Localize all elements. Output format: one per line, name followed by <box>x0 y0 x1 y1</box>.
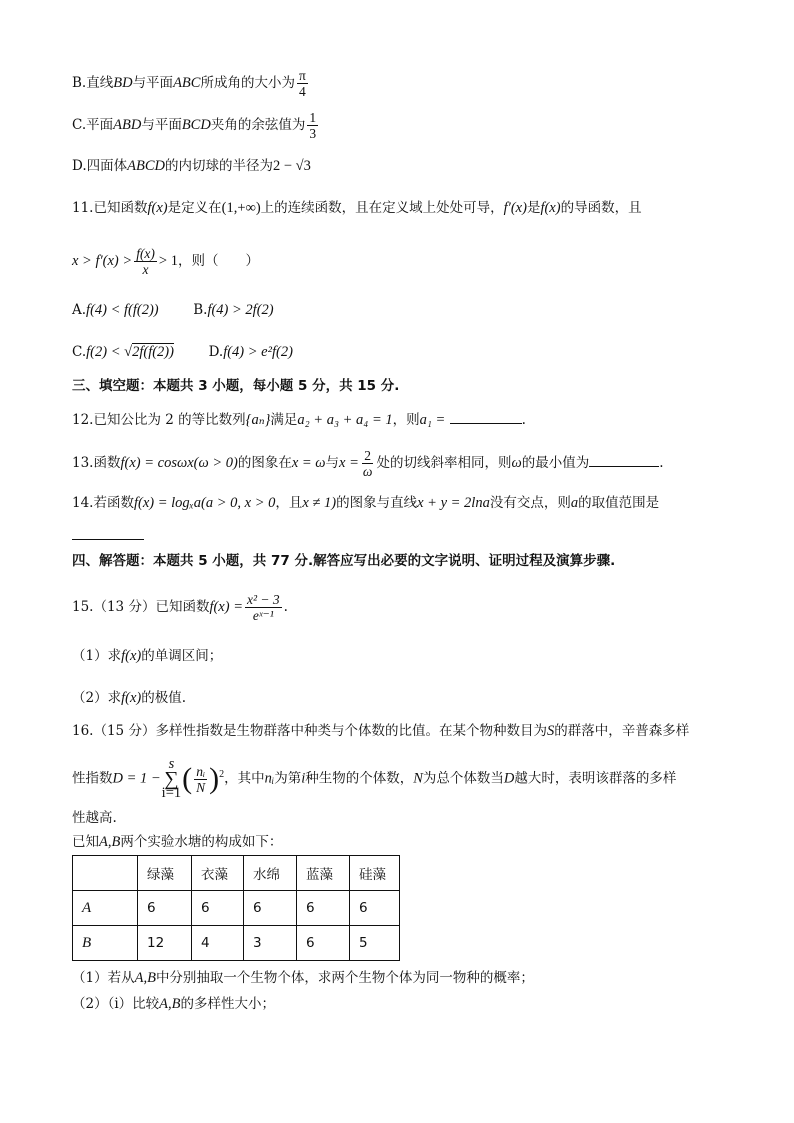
q14-cond: x ≠ 1) <box>302 495 337 511</box>
table-cell: 4 <box>192 926 244 961</box>
q16-d: D <box>503 770 515 787</box>
q15-p1-f: f(x) <box>121 648 142 664</box>
sqrt-icon: √ <box>120 344 133 360</box>
q12-ans: a₁ = <box>419 412 446 428</box>
q11-opt-d-label: D. <box>208 344 224 360</box>
q13-text-a: 13.函数 <box>72 455 121 471</box>
option-d-mid: 的内切球的半径为 <box>165 158 273 174</box>
q12-end: . <box>521 412 526 428</box>
q14-text-e: 的取值范围是 <box>578 495 660 511</box>
q16-ab: A,B <box>99 834 121 850</box>
q11-text-d: 是 <box>526 200 541 216</box>
option-c-mid2: 夹角的余弦值为 <box>210 117 306 133</box>
table-header-row <box>73 856 400 891</box>
q11-text-c: 上的连续函数，且在定义域上处处可导， <box>260 200 504 216</box>
q11-text-b: 是定义在 <box>167 200 222 216</box>
q16-l2-c: 为第 <box>274 770 302 787</box>
table-row-label: A <box>73 891 138 926</box>
table-row <box>73 891 400 926</box>
q16-p2-ab: A,B <box>159 996 181 1012</box>
q13-end: . <box>659 455 664 471</box>
q16-line3: 性越高. <box>72 810 117 826</box>
table-cell: 6 <box>297 926 350 961</box>
q11-opt-c-pre: f(2) < <box>86 344 121 360</box>
q13-omega: ω <box>511 455 522 471</box>
q14-answer-line <box>72 526 144 546</box>
q11-opt-a: f(4) < f(f(2)) <box>86 302 159 318</box>
table-header-cell: 蓝藻 <box>297 856 350 891</box>
q12-text-c: ，则 <box>392 412 420 428</box>
table-header-cell <box>73 856 138 891</box>
option-b-mid1: 与平面 <box>132 75 174 91</box>
q12-text-a: 12.已知公比为 2 的等比数列 <box>72 412 246 428</box>
q16-line4 <box>72 832 282 852</box>
q15-p2-a: （2）求 <box>72 690 122 706</box>
q13-text-c: 与 <box>325 455 340 471</box>
q15-part1 <box>72 646 222 666</box>
q13-x1: x = ω <box>291 455 326 471</box>
q16-l2-b: ，其中 <box>224 770 265 787</box>
q11-text-e: 的导函数，且 <box>560 200 642 216</box>
q11-opt-c-radicand: 2f(f(2)) <box>132 344 174 360</box>
q16-line1 <box>72 721 689 741</box>
q11-stem-line2 <box>72 246 259 277</box>
q16-l1-b: 的群落中，辛普森多样 <box>554 723 690 739</box>
q12 <box>72 410 526 430</box>
option-c-mid1: 与平面 <box>141 117 182 133</box>
q15-func: f(x) = <box>209 599 243 615</box>
table-cell: 6 <box>244 891 297 926</box>
table-cell: 3 <box>244 926 297 961</box>
q10-option-d <box>72 156 311 176</box>
pi-over-4: $\frac{\pi}{4}$ <box>298 68 306 99</box>
q14 <box>72 493 659 513</box>
q13-answer-blank[interactable] <box>589 454 659 467</box>
q11-opt-b: f(4) > 2f(2) <box>207 302 274 318</box>
q15-p2-f: f(x) <box>121 690 142 706</box>
q11-then: ，则（ ） <box>177 253 259 269</box>
table-header-cell: 水绵 <box>244 856 297 891</box>
q15-end: . <box>283 599 288 615</box>
q16-ni: nᵢ <box>264 770 275 787</box>
q16-l2-e: 为总个体数当 <box>422 770 504 787</box>
q14-text-d: 没有交点，则 <box>489 495 571 511</box>
q16-n: N <box>413 770 423 787</box>
table-cell: 6 <box>192 891 244 926</box>
q15-text-a: 15.（13 分）已知函数 <box>72 599 210 615</box>
pond-composition-table <box>72 855 400 961</box>
q11-opt-c-label: C. <box>72 344 87 360</box>
radius-value: 2 − √3 <box>273 158 311 174</box>
table-cell: 6 <box>350 891 400 926</box>
right-paren-icon: ) <box>209 762 220 795</box>
q16-p1-b: 中分别抽取一个生物个体，求两个生物个体为同一物种的概率； <box>155 970 534 986</box>
q16-fraction: $\frac{\text{nᵢ}}{N}$ <box>196 763 206 795</box>
q16-p1-a: （1）若从 <box>72 970 135 986</box>
table-header-cell: 硅藻 <box>350 856 400 891</box>
plane-bcd: BCD <box>181 117 211 133</box>
q16-l2-a: 性指数 <box>72 770 113 787</box>
q10-option-b <box>72 68 310 99</box>
q15-stem <box>72 592 288 623</box>
table-cell: 12 <box>138 926 192 961</box>
option-b-prefix: B.直线 <box>72 75 114 91</box>
q16-square: 2 <box>219 769 225 780</box>
q13-fraction: $\frac{2}{\omega}$ <box>362 448 373 479</box>
plane-abd: ABD <box>113 117 142 133</box>
table-cell: 6 <box>138 891 192 926</box>
q16-s: S <box>546 723 555 739</box>
q16-p2-a: （2）（i）比较 <box>72 996 160 1012</box>
q16-d-pre: D = 1 − <box>112 770 161 787</box>
q14-text-a: 14.若函数 <box>72 495 134 511</box>
left-paren-icon: ( <box>182 762 193 795</box>
section3-heading: 三、填空题：本题共 3 小题，每小题 5 分，共 15 分. <box>72 378 400 394</box>
q16-part1 <box>72 968 534 988</box>
q15-part2 <box>72 688 186 708</box>
q15-fraction: $\frac{\text{x² − 3}}{\text{eˣ⁻¹}}$ <box>246 592 280 623</box>
q11-fx2: f(x) <box>540 200 561 216</box>
q13 <box>72 448 664 479</box>
q15-p2-b: 的极值. <box>141 690 187 706</box>
q16-part2 <box>72 994 275 1014</box>
q14-text-b: ，且 <box>275 495 303 511</box>
q16-l1-a: 16.（15 分）多样性指数是生物群落中种类与个体数的比值。在某个物种数目为 <box>72 723 547 739</box>
q11-fraction: $\frac{f(x)}{x}$ <box>136 246 155 277</box>
option-b-mid2: 所成角的大小为 <box>200 75 295 91</box>
q13-text-d: 处的切线斜率相同，则 <box>376 455 512 471</box>
q13-text-b: 的图象在 <box>237 455 292 471</box>
q16-l4-a: 已知 <box>72 834 99 850</box>
q16-l2-d: 种生物的个体数， <box>305 770 414 787</box>
q11-options-ab <box>72 300 274 320</box>
table-row <box>73 926 400 961</box>
q12-seq: {aₙ} <box>245 412 271 428</box>
q13-x2: x = <box>339 455 359 471</box>
section4-heading: 四、解答题：本题共 5 小题，共 77 分.解答应写出必要的文字说明、证明过程及演算步骤. <box>72 553 616 569</box>
q16-p1-ab: A,B <box>134 970 156 986</box>
q11-opt-d: f(4) > e²f(2) <box>223 344 293 360</box>
q13-func: f(x) = cosωx(ω > 0) <box>120 455 238 471</box>
summation-icon: s ∑ i=1 <box>161 756 182 801</box>
q10-option-c <box>72 110 320 141</box>
table-cell: 6 <box>297 891 350 926</box>
one-third: $\frac{1}{3}$ <box>309 110 317 141</box>
table-cell: 5 <box>350 926 400 961</box>
q15-p1-a: （1）求 <box>72 648 122 664</box>
q16-p2-b: 的多样性大小； <box>180 996 276 1012</box>
q14-func: f(x) = logₓa(a > 0, x > 0 <box>133 495 276 511</box>
q11-fx: f(x) <box>147 200 168 216</box>
q12-answer-blank[interactable] <box>450 411 522 424</box>
q11-opt-a-label: A. <box>72 302 87 318</box>
q11-ineq-b: > 1 <box>158 253 178 269</box>
q11-text-a: 11.已知函数 <box>72 200 148 216</box>
q12-eq: a₂ + a₃ + a₄ = 1 <box>297 412 393 428</box>
q16-l2-f: 越大时，表明该群落的多样 <box>514 770 677 787</box>
q15-p1-b: 的单调区间； <box>141 648 223 664</box>
table-row-label: B <box>73 926 138 961</box>
plane-abc: ABC <box>173 75 201 91</box>
q11-fprime: f′(x) <box>503 200 527 216</box>
q14-text-c: 的图象与直线 <box>336 495 418 511</box>
q14-line: x + y = 2lna <box>417 495 490 511</box>
table-header-cell: 衣藻 <box>192 856 244 891</box>
q16-i: i <box>301 770 306 787</box>
q11-options-cd <box>72 342 293 362</box>
tetra-abcd: ABCD <box>127 158 165 174</box>
table-header-cell: 绿藻 <box>138 856 192 891</box>
q16-line2 <box>72 756 677 801</box>
option-d-prefix: D.四面体 <box>72 158 128 174</box>
q14-a: a <box>570 495 579 511</box>
q14-answer-blank[interactable] <box>72 527 144 540</box>
q11-opt-b-label: B. <box>193 302 208 318</box>
line-bd: BD <box>113 75 133 91</box>
q11-ineq-a: x > f′(x) > <box>72 253 133 269</box>
q12-text-b: 满足 <box>270 412 298 428</box>
q11-stem-line1 <box>72 198 642 218</box>
option-c-prefix: C.平面 <box>72 117 114 133</box>
q11-interval: (1,+∞) <box>221 200 261 216</box>
q13-text-e: 的最小值为 <box>521 455 590 471</box>
q16-l4-b: 两个实验水塘的构成如下： <box>120 834 283 850</box>
